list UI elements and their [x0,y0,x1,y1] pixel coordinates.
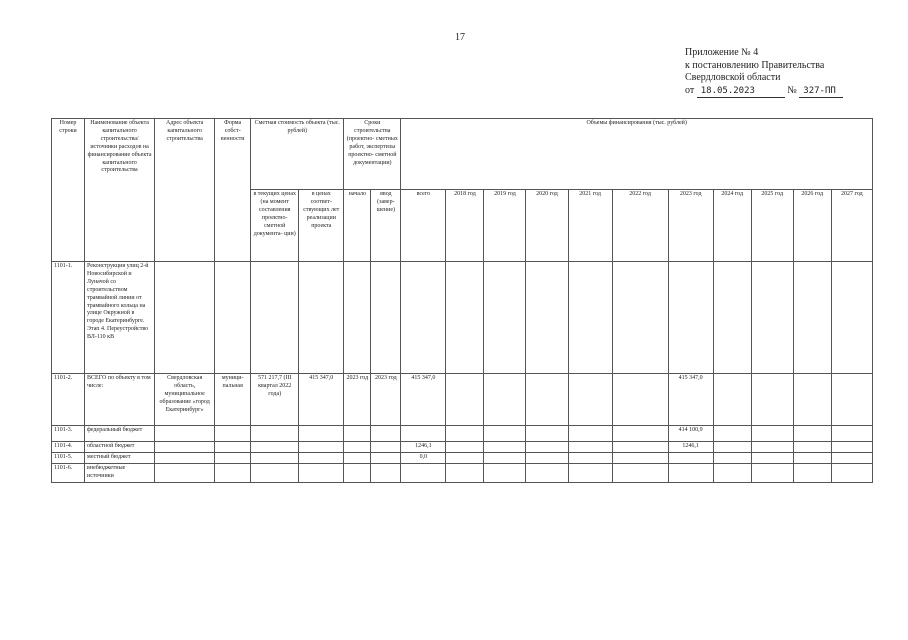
header-object-name: Наименование объекта капитального строительства/ источники расходов на финансирование объекта капитального строительства [85,119,155,262]
address-cell [155,452,215,463]
year-value-cell [568,442,612,453]
year-value-cell [713,374,751,426]
start-cell [344,262,371,374]
cost-current-cell: 571 217,7 (III квартал 2022 года) [251,374,299,426]
total-cell: 0,0 [401,452,446,463]
header-year: 2019 год [484,190,526,262]
year-value-cell [793,262,831,374]
number-prefix: № [787,84,797,96]
year-value-cell [751,262,793,374]
ownership-cell [215,442,251,453]
year-value-cell [446,374,484,426]
year-value-cell [668,463,713,482]
year-value-cell [713,262,751,374]
address-cell: Свердловская область, муниципальное образование «город Екатеринбург» [155,374,215,426]
year-value-cell [793,463,831,482]
object-name-cell: местный бюджет [85,452,155,463]
start-cell [344,426,371,442]
header-year: 2020 год [526,190,568,262]
header-year: 2022 год [612,190,668,262]
year-value-cell [568,426,612,442]
end-cell [371,262,401,374]
year-value-cell: 415 347,0 [668,374,713,426]
cost-forecast-cell: 415 347,0 [299,374,344,426]
year-value-cell [751,374,793,426]
financing-table [51,118,873,483]
year-value-cell [831,262,872,374]
header-year: 2026 год [793,190,831,262]
object-name-cell: областной бюджет [85,442,155,453]
year-value-cell [446,426,484,442]
start-cell [344,463,371,482]
year-value-cell [793,426,831,442]
table-row [52,442,873,453]
end-cell [371,452,401,463]
object-name-cell: внебюджетные источники [85,463,155,482]
date-prefix: от [685,84,695,96]
header-row-number: Номер строки [52,119,85,262]
year-value-cell [831,442,872,453]
year-value-cell [568,452,612,463]
year-value-cell [793,452,831,463]
year-value-cell [568,262,612,374]
year-value-cell [751,426,793,442]
year-value-cell [484,452,526,463]
end-cell: 2023 год [371,374,401,426]
total-cell [401,463,446,482]
year-value-cell [526,426,568,442]
year-value-cell [751,463,793,482]
ownership-cell: муници- пальная [215,374,251,426]
total-cell: 415 347,0 [401,374,446,426]
address-cell [155,442,215,453]
year-value-cell [793,374,831,426]
year-value-cell [793,442,831,453]
year-value-cell [612,426,668,442]
table-row [52,426,873,442]
page-number: 17 [455,32,465,43]
year-value-cell [526,374,568,426]
year-value-cell: 1246,1 [668,442,713,453]
year-value-cell [668,452,713,463]
year-value-cell [612,374,668,426]
year-value-cell [568,374,612,426]
start-cell [344,452,371,463]
year-value-cell [484,442,526,453]
header-deadlines: Сроки строительства (проектно- сметных работ, экспертизы проектно- сметной документации) [344,119,401,190]
header-year: 2021 год [568,190,612,262]
header-total: всего [401,190,446,262]
row-number-cell: 1101-5. [52,452,85,463]
total-cell [401,426,446,442]
table-body [52,262,873,483]
year-value-cell: 414 100,9 [668,426,713,442]
year-value-cell [568,463,612,482]
year-value-cell [751,442,793,453]
cost-forecast-cell [299,463,344,482]
header-ownership: Форма собст- венности [215,119,251,262]
cost-current-cell [251,262,299,374]
table-row [52,374,873,426]
year-value-cell [751,452,793,463]
object-name-cell: Реконструкция улиц 2-й Новосибирской и Луначой со строительством трамвайной линии от трамвайного кольца на улице Окружной в городе Екатеринбурге. Этап 4. Переустройство ВЛ-110 кВ [85,262,155,374]
year-value-cell [484,374,526,426]
object-name-cell: ВСЕГО по объекту в том числе: [85,374,155,426]
ownership-cell [215,262,251,374]
ownership-cell [215,463,251,482]
row-number-cell: 1101-4. [52,442,85,453]
end-cell [371,442,401,453]
row-number-cell: 1101-2. [52,374,85,426]
cost-forecast-cell [299,262,344,374]
header-year: 2023 год [668,190,713,262]
year-value-cell [484,463,526,482]
row-number-cell: 1101-1. [52,262,85,374]
header-address: Адрес объекта капитального строительства [155,119,215,262]
total-cell: 1246,1 [401,442,446,453]
header-year: 2025 год [751,190,793,262]
year-value-cell [446,452,484,463]
table-row [52,463,873,482]
appendix-heading [685,47,843,98]
cost-forecast-cell [299,452,344,463]
year-value-cell [831,426,872,442]
cost-current-cell [251,426,299,442]
ownership-cell [215,426,251,442]
year-value-cell [526,442,568,453]
address-cell [155,426,215,442]
start-cell: 2023 год [344,374,371,426]
decree-date: 18.05.2023 [697,85,785,99]
header-start: начало [344,190,371,262]
year-value-cell [713,426,751,442]
header-cost-forecast: в ценах соответ- ствующих лет реализации проекта [299,190,344,262]
object-name-cell: федеральный бюджет [85,426,155,442]
cost-current-cell [251,442,299,453]
end-cell [371,463,401,482]
cost-current-cell [251,452,299,463]
year-value-cell [526,463,568,482]
year-value-cell [831,374,872,426]
table-row [52,262,873,374]
cost-forecast-cell [299,426,344,442]
appendix-subtitle: к постановлению Правительства [685,59,825,71]
year-value-cell [713,442,751,453]
year-value-cell [612,442,668,453]
header-cost-current: в текущих ценах (на момент составления проектно- сметной документа- ции) [251,190,299,262]
total-cell [401,262,446,374]
header-row-1 [52,119,873,190]
cost-forecast-cell [299,442,344,453]
year-value-cell [668,262,713,374]
year-value-cell [831,452,872,463]
appendix-region: Свердловской области [685,72,781,83]
year-value-cell [526,452,568,463]
cost-current-cell [251,463,299,482]
year-value-cell [612,463,668,482]
header-end: ввод (завер- шение) [371,190,401,262]
address-cell [155,463,215,482]
year-value-cell [484,262,526,374]
end-cell [371,426,401,442]
header-financing-volumes: Объемы финансирования (тыс. рублей) [401,119,873,190]
year-value-cell [526,262,568,374]
table-row [52,452,873,463]
ownership-cell [215,452,251,463]
decree-number: 327-ПП [799,85,843,99]
year-value-cell [831,463,872,482]
row-number-cell: 1101-3. [52,426,85,442]
year-value-cell [612,262,668,374]
header-year: 2024 год [713,190,751,262]
header-year: 2018 год [446,190,484,262]
appendix-title: Приложение № 4 [685,47,759,58]
year-value-cell [713,463,751,482]
year-value-cell [446,262,484,374]
start-cell [344,442,371,453]
year-value-cell [713,452,751,463]
row-number-cell: 1101-6. [52,463,85,482]
header-estimated-cost: Сметная стоимость объекта (тыс. рублей) [251,119,344,190]
year-value-cell [484,426,526,442]
year-value-cell [446,442,484,453]
header-year: 2027 год [831,190,872,262]
address-cell [155,262,215,374]
year-value-cell [446,463,484,482]
appendix-date-line [685,85,843,99]
year-value-cell [612,452,668,463]
